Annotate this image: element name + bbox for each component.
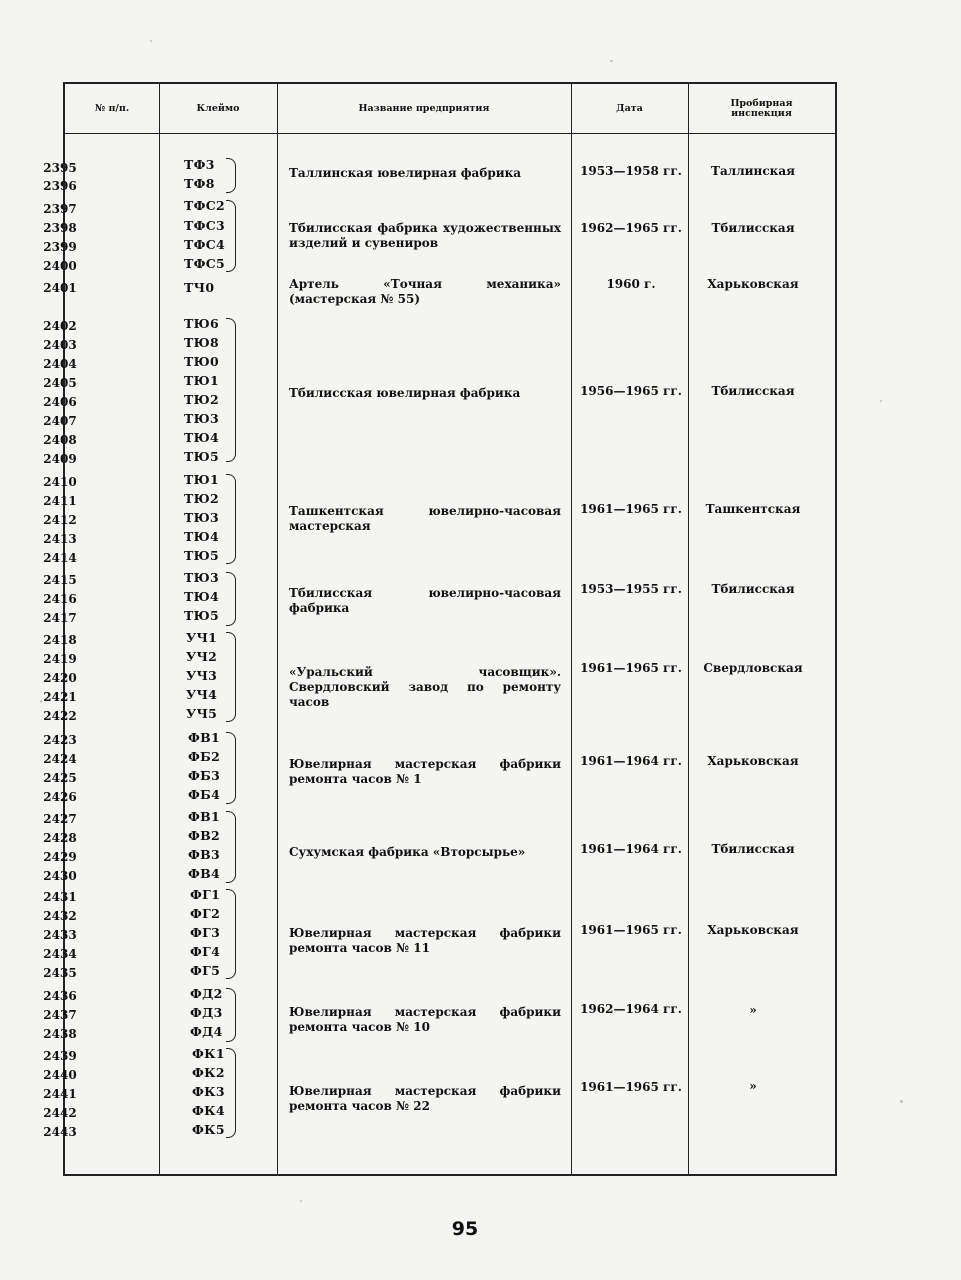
row-number: 2432 [43, 909, 77, 923]
inspection: Тбилисская [711, 582, 795, 596]
enterprise-name: Тбилисская ювелирная фабрика [289, 386, 521, 400]
date-range: 1962—1965 гг. [580, 221, 682, 235]
row-number: 2406 [43, 395, 77, 409]
hallmark: ТЮ0 [184, 354, 219, 369]
row-number: 2414 [43, 551, 77, 565]
enterprise-name: Ювелирная мастерская фабрики ремонта часов № 10 [289, 1005, 561, 1034]
row-number: 2405 [43, 376, 77, 390]
row-number: 2430 [43, 869, 77, 883]
enterprise-name: Тбилисская фабрика художественных изделий и сувениров [289, 221, 561, 250]
row-number: 2403 [43, 338, 77, 352]
hallmark: ТЮ8 [184, 335, 219, 350]
row-number: 2436 [43, 989, 77, 1003]
inspection: Харьковская [707, 277, 799, 291]
row-number: 2398 [43, 221, 77, 235]
row-number: 2434 [43, 947, 77, 961]
enterprise-name: Артель «Точная механика» (мастерская № 55) [289, 277, 561, 306]
hallmark: ФК4 [192, 1103, 225, 1118]
hallmark: ФК2 [192, 1065, 225, 1080]
hallmark: ТЮ3 [184, 411, 219, 426]
hallmark: ФГ1 [190, 887, 221, 902]
hallmark: ТФС4 [184, 237, 226, 252]
row-number: 2428 [43, 831, 77, 845]
date-range: 1961—1965 гг. [580, 502, 682, 516]
enterprise-name: Таллинская ювелирная фабрика [289, 166, 522, 180]
group-brace [226, 1048, 236, 1138]
inspection: » [749, 1079, 757, 1093]
hallmark: ФБ4 [188, 787, 221, 802]
hallmark: ФД4 [190, 1024, 223, 1039]
row-number: 2426 [43, 790, 77, 804]
row-number: 2396 [43, 179, 77, 193]
inspection: Таллинская [711, 164, 795, 178]
inspection: Харьковская [707, 923, 799, 937]
enterprise-name: Ювелирная мастерская фабрики ремонта часов № 1 [289, 757, 561, 786]
hallmark: УЧ3 [186, 668, 218, 683]
row-number: 2399 [43, 240, 77, 254]
hallmark: ТФС2 [184, 198, 226, 213]
header-num: № п/п. [94, 102, 130, 114]
row-number: 2413 [43, 532, 77, 546]
group-brace [226, 811, 236, 883]
column-divider [277, 84, 278, 1174]
row-number: 2423 [43, 733, 77, 747]
date-range: 1962—1964 гг. [580, 1002, 682, 1016]
row-number: 2420 [43, 671, 77, 685]
hallmark: ТЮ2 [184, 491, 219, 506]
hallmark: ТФС3 [184, 218, 226, 233]
group-brace [226, 318, 236, 462]
hallmark: УЧ1 [186, 630, 218, 645]
scan-speck [900, 1100, 903, 1103]
row-number: 2411 [43, 494, 77, 508]
inspection: Харьковская [707, 754, 799, 768]
group-brace [226, 200, 236, 272]
inspection: Ташкентская [705, 502, 801, 516]
hallmark: УЧ2 [186, 649, 218, 664]
hallmark: ТЮ2 [184, 392, 219, 407]
group-brace [226, 889, 236, 979]
column-divider [571, 84, 572, 1174]
enterprise-name: Сухумская фабрика «Вторсырье» [289, 845, 526, 859]
hallmark: УЧ4 [186, 687, 218, 702]
row-number: 2402 [43, 319, 77, 333]
hallmark: ФВ1 [188, 809, 221, 824]
group-brace [226, 474, 236, 564]
row-number: 2425 [43, 771, 77, 785]
hallmark: ФВ4 [188, 866, 221, 881]
hallmark: ТЧ0 [184, 280, 215, 295]
row-number: 2397 [43, 202, 77, 216]
date-range: 1961—1964 гг. [580, 842, 682, 856]
row-number: 2427 [43, 812, 77, 826]
hallmark: ТФС5 [184, 256, 226, 271]
enterprise-name: Ташкентская ювелирно-часовая мастерская [289, 504, 561, 533]
enterprise-name: «Уральский часовщик». Свердловский завод по ремонту часов [289, 665, 561, 709]
date-range: 1961—1965 гг. [580, 661, 682, 675]
hallmark: ФГ2 [190, 906, 221, 921]
header-mark: Клеймо [196, 102, 240, 114]
row-number: 2429 [43, 850, 77, 864]
header-inspection: Пробирная инспекция [730, 97, 793, 119]
enterprise-name: Ювелирная мастерская фабрики ремонта часов № 11 [289, 926, 561, 955]
row-number: 2440 [43, 1068, 77, 1082]
row-number: 2410 [43, 475, 77, 489]
hallmark: ТЮ6 [184, 316, 219, 331]
hallmark: ТЮ3 [184, 570, 219, 585]
row-number: 2424 [43, 752, 77, 766]
inspection: Тбилисская [711, 384, 795, 398]
hallmark: ФВ1 [188, 730, 221, 745]
date-range: 1960 г. [606, 277, 656, 291]
hallmark: ТФ3 [184, 157, 215, 172]
inspection: Тбилисская [711, 221, 795, 235]
row-number: 2412 [43, 513, 77, 527]
hallmark: УЧ5 [186, 706, 218, 721]
row-number: 2438 [43, 1027, 77, 1041]
row-number: 2395 [43, 161, 77, 175]
enterprise-name: Ювелирная мастерская фабрики ремонта часов № 22 [289, 1084, 561, 1113]
inspection: » [749, 1003, 757, 1017]
row-number: 2422 [43, 709, 77, 723]
hallmark: ФГ5 [190, 963, 221, 978]
date-range: 1956—1965 гг. [580, 384, 682, 398]
hallmark: ФБ2 [188, 749, 221, 764]
scan-speck [880, 400, 882, 402]
hallmark: ФК5 [192, 1122, 225, 1137]
hallmark: ФГ4 [190, 944, 221, 959]
hallmark: ТФ8 [184, 176, 215, 191]
hallmark: ФД2 [190, 986, 223, 1001]
row-number: 2415 [43, 573, 77, 587]
header-date: Дата [616, 102, 643, 114]
row-number: 2437 [43, 1008, 77, 1022]
group-brace [226, 632, 236, 722]
row-number: 2400 [43, 259, 77, 273]
enterprise-name: Тбилисская ювелирно-часовая фабрика [289, 586, 561, 615]
column-divider [159, 84, 160, 1174]
inspection: Тбилисская [711, 842, 795, 856]
group-brace [226, 158, 236, 193]
header-divider [65, 133, 835, 134]
inspection: Свердловская [703, 661, 803, 675]
row-number: 2441 [43, 1087, 77, 1101]
scan-speck [150, 40, 152, 42]
hallmark: ФБ3 [188, 768, 221, 783]
hallmark: ФК1 [192, 1046, 225, 1061]
row-number: 2404 [43, 357, 77, 371]
hallmark: ТЮ4 [184, 529, 219, 544]
row-number: 2443 [43, 1125, 77, 1139]
date-range: 1961—1965 гг. [580, 923, 682, 937]
row-number: 2439 [43, 1049, 77, 1063]
hallmark: ТЮ5 [184, 449, 219, 464]
hallmark: ТЮ1 [184, 373, 219, 388]
row-number: 2407 [43, 414, 77, 428]
hallmark: ТЮ4 [184, 589, 219, 604]
row-number: 2419 [43, 652, 77, 666]
hallmark: ТЮ3 [184, 510, 219, 525]
row-number: 2408 [43, 433, 77, 447]
group-brace [226, 988, 236, 1042]
hallmark: ТЮ5 [184, 608, 219, 623]
row-number: 2435 [43, 966, 77, 980]
row-number: 2442 [43, 1106, 77, 1120]
column-divider [688, 84, 689, 1174]
hallmark: ТЮ4 [184, 430, 219, 445]
hallmark: ФВ3 [188, 847, 221, 862]
hallmark: ТЮ5 [184, 548, 219, 563]
hallmark: ФД3 [190, 1005, 223, 1020]
group-brace [226, 572, 236, 626]
hallmark: ФК3 [192, 1084, 225, 1099]
hallmark: ФГ3 [190, 925, 221, 940]
page-number: 95 [451, 1218, 479, 1240]
date-range: 1953—1955 гг. [580, 582, 682, 596]
row-number: 2431 [43, 890, 77, 904]
scan-speck [610, 60, 613, 62]
hallmark: ТЮ1 [184, 472, 219, 487]
row-number: 2421 [43, 690, 77, 704]
row-number: 2418 [43, 633, 77, 647]
row-number: 2433 [43, 928, 77, 942]
row-number: 2417 [43, 611, 77, 625]
row-number: 2409 [43, 452, 77, 466]
date-range: 1961—1964 гг. [580, 754, 682, 768]
date-range: 1953—1958 гг. [580, 164, 682, 178]
hallmark: ФВ2 [188, 828, 221, 843]
group-brace [226, 732, 236, 804]
header-name: Название предприятия [358, 102, 490, 114]
scan-speck [300, 1200, 302, 1202]
row-number: 2401 [43, 281, 77, 295]
row-number: 2416 [43, 592, 77, 606]
date-range: 1961—1965 гг. [580, 1080, 682, 1094]
